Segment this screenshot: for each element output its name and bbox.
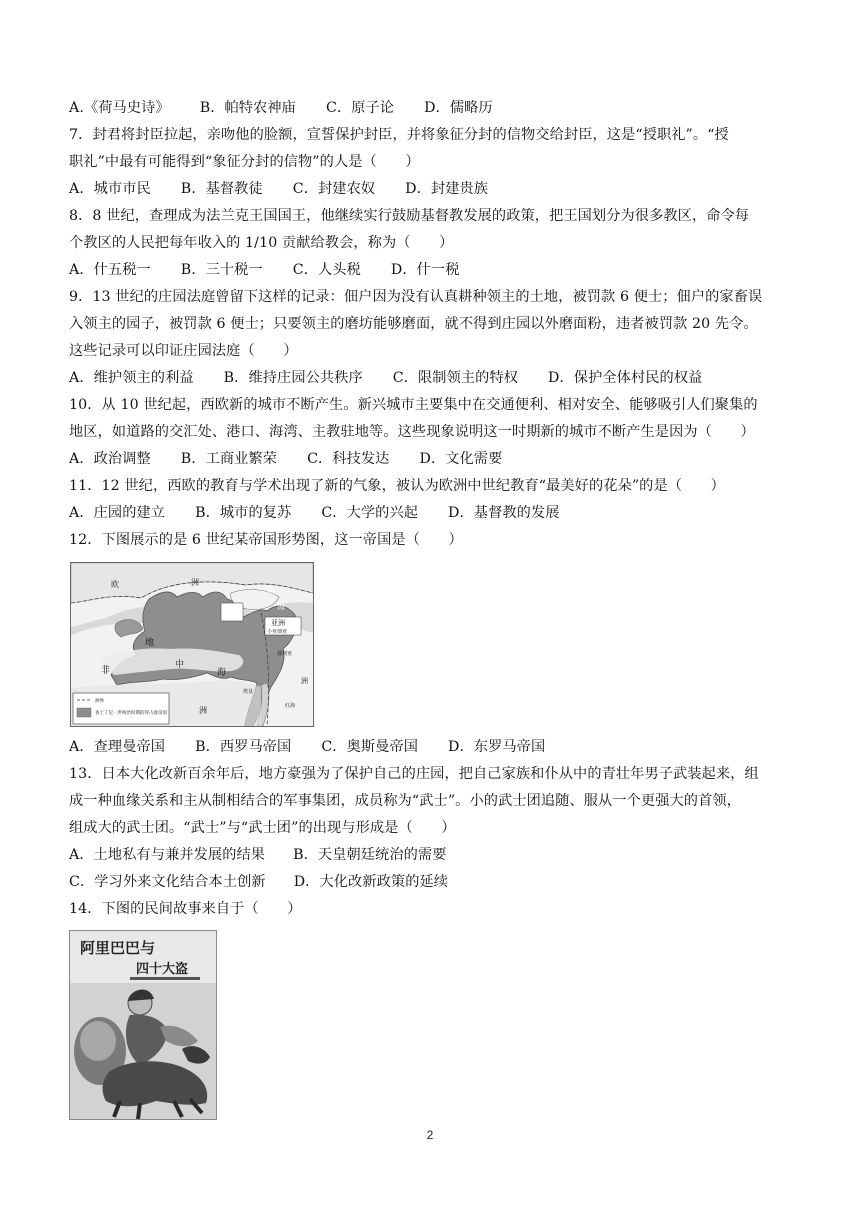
legend-border-label: 洲界 [95,699,104,704]
q11-option-c[interactable]: C．大学的兴起 [321,505,419,521]
q10-stem-line2: 地区，如道路的交汇处、港口、海湾、主教驻地等。这些现象说明这一时期新的城市不断产生是因为（ ） [69,424,755,440]
cover-title-line1: 阿里巴巴与 [80,939,156,957]
map-label-fei: 非 [101,666,111,676]
q13-stem-line1: 13．日本大化改新百余年后，地方豪强为了保护自己的庄园，把自己家族和仆从中的青壮年男子武装起来，组 [69,766,759,782]
q11-options [69,503,799,523]
q13-options-row1 [69,845,799,865]
q6-option-c[interactable]: C．原子论 [325,100,395,116]
q9-stem-line3: 这些记录可以印证庄园法庭（ ） [69,343,298,359]
q12-option-a[interactable]: A．查理曼帝国 [69,739,166,755]
map-label-hai2: 海 [217,668,227,678]
q12-option-b[interactable]: B．西罗马帝国 [195,739,292,755]
q7-option-b[interactable]: B．基督教徒 [180,181,263,197]
q6-option-a[interactable]: A.《荷马史诗》 [69,100,170,116]
cover-svg [70,931,216,1119]
q10-option-d[interactable]: D．文化需要 [419,451,503,467]
q6-options [69,98,799,118]
map-label-hai1: 海 [277,602,285,611]
q13-stem-line3: 组成大的武士团。“武士”与“武士团”的出现与形成是（ ） [69,820,456,836]
q8-options [69,260,799,280]
q11-option-d[interactable]: D．基督教的发展 [448,505,560,521]
q6-option-d[interactable]: D．儒略历 [424,100,493,116]
q11-option-a[interactable]: A．庄园的建立 [69,505,166,521]
q9-option-a[interactable]: A．维护领主的利益 [69,370,194,386]
q8-option-c[interactable]: C．人头税 [292,262,361,278]
q7-options [69,179,799,199]
q8-option-d[interactable]: D．什一税 [390,262,460,278]
q11-option-b[interactable]: B．城市的复苏 [195,505,292,521]
q12-options [69,737,799,757]
q9-option-c[interactable]: C．限制领主的特权 [392,370,519,386]
q10-option-c[interactable]: C．科技发达 [307,451,390,467]
map-label-yazhou: 亚洲 [271,619,285,627]
cover-title-line2: 四十大盗 [136,962,189,977]
q7-option-a[interactable]: A．城市市民 [69,181,151,197]
q7-stem-line1: 7．封君将封臣拉起，亲吻他的脸额，宣誓保护封臣，并将象征分封的信物交给封臣，这是“授职礼”。“授 [69,127,729,143]
q7-option-d[interactable]: D．封建贵族 [405,181,489,197]
q12-option-c[interactable]: C．奥斯曼帝国 [321,739,419,755]
q12-option-d[interactable]: D．东罗马帝国 [448,739,546,755]
q10-option-a[interactable]: A．政治调整 [69,451,151,467]
map-label-aiji: 埃及 [243,689,254,695]
map-label-zhou3: 洲 [301,677,308,685]
map-label-zhou1: 洲 [191,578,199,587]
map-label-ou: 欧 [111,580,119,589]
q13-option-c[interactable]: C．学习外来文化结合本土创新 [69,874,266,890]
q13-stem-line2: 成一种血缘关系和主从制相结合的军事集团，成员称为“武士”。小的武士团追随、服从一个更强大的首领， [69,793,741,809]
map-legend [73,693,169,724]
q8-stem-line2: 个教区的人民把每年收入的 1/10 贡献给教会，称为（ ） [69,235,454,251]
map-label-xiaoyaxiya: 小亚细亚 [267,629,288,635]
q11-stem-line1: 11．12 世纪，西欧的教育与学术出现了新的气象，被认为欧洲中世纪教育“最美好的花朵”的是（ ） [69,478,725,494]
q10-stem-line1: 10．从 10 世纪起，西欧新的城市不断产生。新兴城市主要集中在交通便利、相对安全、能够吸引人们聚集的 [69,397,758,413]
map-label-honghai: 红海 [285,703,296,709]
q8-stem-line1: 8．8 世纪，查理成为法兰克王国国王，他继续实行鼓励基督教发展的政策，把王国划分为很多教区，命令每 [69,208,750,224]
q9-option-b[interactable]: B．维持庄园公共秩序 [223,370,363,386]
q9-stem-line1: 9．13 世纪的庄园法庭曾留下这样的记录：佃户因为没有认真耕种领主的土地，被罚款 6 便士；佃户的家畜误 [69,289,763,305]
legend-empire-label: 查士丁尼一世统治时期的拜占庭帝国 [95,711,167,716]
q7-option-c[interactable]: C．封建农奴 [292,181,376,197]
q9-stem-line2: 入领主的园子，被罚款 6 便士；只要领主的磨坊能够磨面，就不得到庄园以外磨面粉，违者被罚款 20 先令。 [69,316,758,332]
map-svg [71,563,313,726]
q10-options [69,449,799,469]
q12-stem-line1: 12．下图展示的是 6 世纪某帝国形势图，这一帝国是（ ） [69,532,463,548]
q13-option-a[interactable]: A．土地私有与兼并发展的结果 [69,847,266,863]
map-label-xuliya: 叙利亚 [277,651,293,657]
page-number: 2 [426,1128,434,1142]
q9-option-d[interactable]: D．保护全体村民的权益 [548,370,703,386]
q9-options [69,368,799,388]
q8-option-b[interactable]: B．三十税一 [180,262,263,278]
q13-option-d[interactable]: D．大化改新政策的延续 [293,874,449,890]
map-label-zhou2: 洲 [199,706,207,715]
q13-options-row2 [69,872,799,892]
map-label-hei: 黑 [267,586,275,595]
q8-option-a[interactable]: A．什五税一 [69,262,151,278]
byzantine-empire-map [70,562,314,727]
ali-baba-cover-image [69,930,217,1120]
q14-stem-line1: 14．下图的民间故事来自于（ ） [69,901,302,917]
map-label-zhong: 中 [175,660,185,670]
q10-option-b[interactable]: B．工商业繁荣 [180,451,278,467]
q6-option-b[interactable]: B．帕特农神庙 [199,100,296,116]
q13-option-b[interactable]: B．天皇朝廷统治的需要 [293,847,447,863]
q7-stem-line2: 职礼”中最有可能得到“象征分封的信物”的人是（ ） [69,154,420,170]
map-label-di: 地 [145,638,155,648]
